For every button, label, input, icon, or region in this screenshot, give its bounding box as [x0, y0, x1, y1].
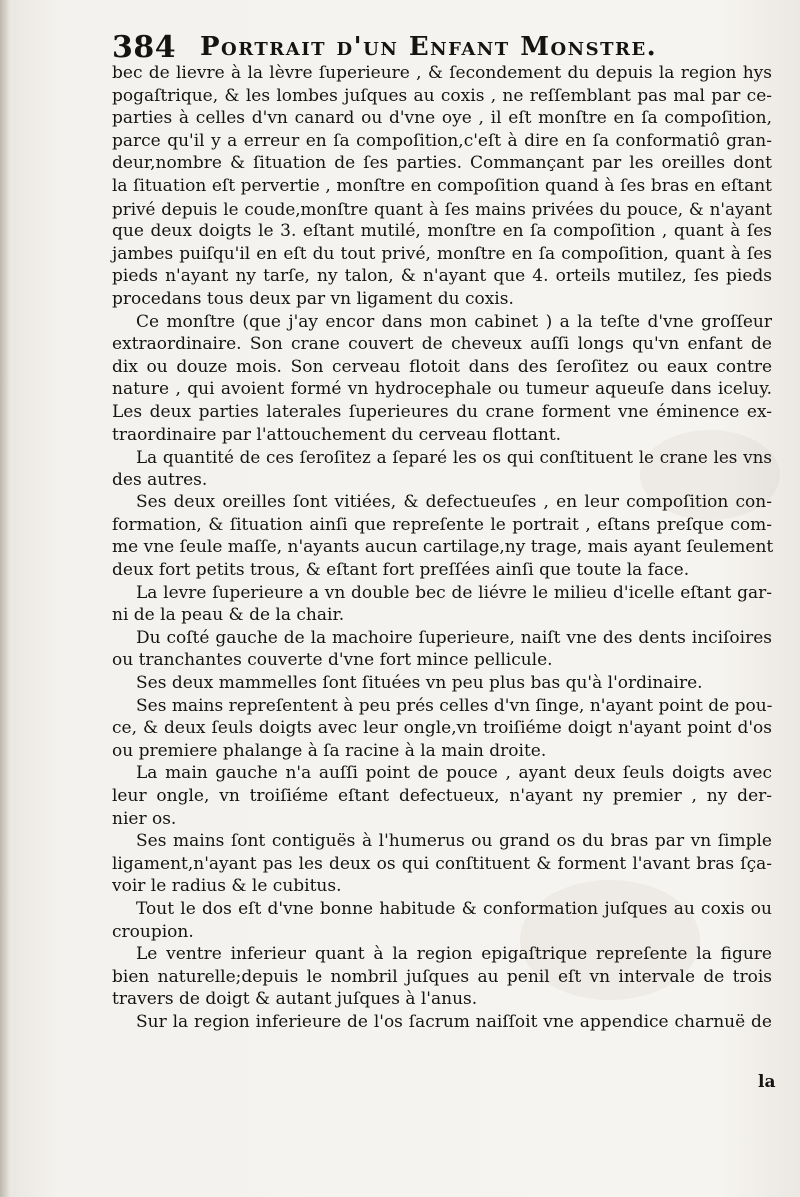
- text-line: Ses mains repreſentent à peu prés celles d'vn ſinge, n'ayant point de pou-: [136, 695, 773, 716]
- text-line: ni de la peau & de la chair.: [112, 605, 345, 626]
- text-line: bien naturelle;depuis le nombril juſques au penil eſt vn intervale de trois: [112, 966, 772, 987]
- text-line: Le ventre inferieur quant à la region epigaſtrique repreſente la figure: [136, 944, 772, 965]
- text-line: que deux doigts le 3. eſtant mutilé, monſtre en ſa compoſition , quant à ſes: [112, 221, 772, 242]
- text-line: La levre ſuperieure a vn double bec de liévre le milieu d'icelle eſtant gar-: [136, 582, 772, 603]
- text-line: Ses mains ſont contiguës à l'humerus ou grand os du bras par vn ſimple: [136, 831, 772, 852]
- text-line: Ses deux oreilles ſont vitiées, & defectueuſes , en leur compoſition con-: [136, 492, 772, 513]
- text-line: ligament,n'ayant pas les deux os qui conſtituent & forment l'avant bras ſça-: [112, 853, 772, 874]
- text-line: pieds n'ayant ny tarſe, ny talon, & n'ayant que 4. orteils mutilez, ſes pieds: [112, 266, 772, 287]
- text-line: dix ou douze mois. Son cerveau flotoit dans des ſeroſitez ou eaux contre: [112, 356, 772, 377]
- text-line: voir le radius & le cubitus.: [112, 876, 342, 897]
- text-line: La main gauche n'a auſſi point de pouce , ayant deux ſeuls doigts avec: [136, 763, 772, 784]
- text-line: bec de lievre à la lèvre ſuperieure , & ſecondement du depuis la region hys: [112, 63, 772, 83]
- text-line: Tout le dos eſt d'vne bonne habitude & conformation juſques au coxis ou: [136, 898, 772, 919]
- text-line: parce qu'il y a erreur en ſa compoſition,c'eſt à dire en ſa conformatiô gran-: [112, 130, 772, 151]
- text-line: des autres.: [112, 469, 208, 490]
- body-text: [112, 62, 772, 1034]
- text-line: formation, & ſituation ainſi que repreſente le portrait , eſtans preſque com-: [112, 514, 772, 535]
- text-line: parties à celles d'vn canard ou d'vne oye , il eſt monſtre en ſa compoſition,: [112, 108, 772, 129]
- text-line: travers de doigt & autant juſques à l'anus.: [112, 989, 478, 1010]
- text-line: privé depuis le coude,monſtre quant à ſes mains privées du pouce, & n'ayant: [112, 198, 772, 219]
- text-line: Ses deux mammelles ſont ſituées vn peu plus bas qu'à l'ordinaire.: [136, 673, 703, 694]
- text-line: nier os.: [112, 808, 177, 829]
- text-line: Les deux parties laterales ſuperieures du crane forment vne éminence ex-: [112, 401, 772, 422]
- page-header: [112, 24, 712, 64]
- text-line: Du coſté gauche de la machoire ſuperieure, naiſt vne des dents inciſoires: [136, 627, 772, 648]
- text-line: pogaſtrique, & les lombes juſques au coxis , ne reſſemblant pas mal par ce-: [112, 85, 772, 106]
- text-line: deux fort petits trous, & eſtant fort preſſées ainſi que toute la face.: [112, 560, 690, 581]
- text-line: la ſituation eſt pervertie , monſtre en compoſition quand à ſes bras en eſtant: [112, 175, 772, 196]
- text-line: La quantité de ces ſeroſitez a ſeparé les os qui conſtituent le crane les vns: [136, 447, 772, 468]
- text-line: leur ongle, vn troiſiéme eſtant defectueux, n'ayant ny premier , ny der-: [112, 786, 772, 806]
- text-line: croupion.: [112, 921, 194, 942]
- page-gutter-shadow: [0, 0, 10, 1197]
- running-title: Portrait d'un Enfant Monstre.: [200, 32, 658, 62]
- text-line: ce, & deux ſeuls doigts avec leur ongle,vn troiſiéme doigt n'ayant point d'os: [112, 718, 772, 739]
- text-line: deur,nombre & ſituation de ſes parties. Commançant par les oreilles dont: [112, 153, 772, 174]
- text-line: procedans tous deux par vn ligament du coxis.: [112, 288, 514, 309]
- text-line: Ce monſtre (que j'ay encor dans mon cabinet ) a la teſte d'vne groſſeur: [136, 311, 772, 332]
- text-line: nature , qui avoient formé vn hydrocephale ou tumeur aqueuſe dans iceluy.: [112, 379, 772, 400]
- text-line: ou tranchantes couverte d'vne fort mince pellicule.: [112, 650, 553, 671]
- catchword: la: [758, 1072, 776, 1092]
- text-line: traordinaire par l'attouchement du cerveau flottant.: [112, 424, 562, 445]
- text-line: me vne ſeule maſſe, n'ayants aucun cartilage,ny trage, mais ayant ſeulement: [112, 537, 774, 558]
- text-line: extraordinaire. Son crane couvert de cheveux auſſi longs qu'vn enfant de: [112, 334, 772, 355]
- text-line: Sur la region inferieure de l'os ſacrum naiſſoit vne appendice charnuë de: [136, 1011, 772, 1032]
- page-number: 384: [112, 30, 177, 65]
- text-line: ou premiere phalange à ſa racine à la main droite.: [112, 740, 547, 761]
- text-line: jambes puiſqu'il en eſt du tout privé, monſtre en ſa compoſition, quant à ſes: [112, 243, 772, 264]
